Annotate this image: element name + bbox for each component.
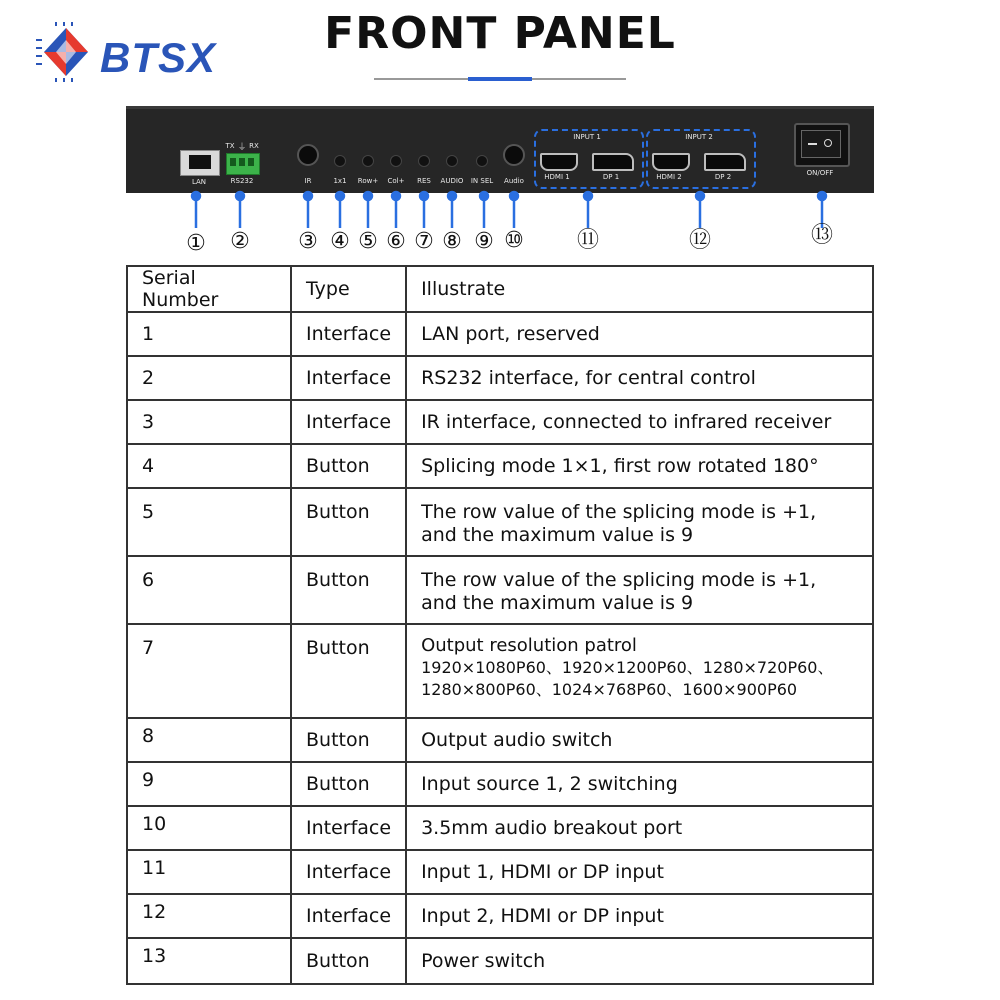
callout-2: ② [230, 229, 250, 254]
rs232-label: RS232 [230, 177, 254, 185]
header-serial-number: Serial Number [127, 266, 291, 312]
callout-4: ④ [330, 229, 350, 254]
lan-label: LAN [191, 178, 207, 186]
illustrate-line: and the maximum value is 9 [421, 592, 694, 614]
table-row [127, 556, 873, 624]
illustrate-line: Output resolution patrol [421, 635, 637, 656]
label-audio: AUDIO [440, 177, 464, 185]
dp2-port [704, 153, 746, 171]
cell-illustrate: 3.5mm audio breakout port [406, 806, 873, 850]
cell-illustrate: Power switch [406, 938, 873, 984]
callout-12: ⑫ [688, 228, 712, 253]
button-in-sel [476, 155, 488, 167]
cell-serial: 3 [127, 400, 291, 444]
hdmi2-port [652, 153, 690, 171]
cell-illustrate [406, 556, 873, 624]
hdmi2-label: HDMI 2 [656, 173, 682, 181]
cell-serial: 5 [127, 488, 291, 556]
label-1x1: 1x1 [333, 177, 347, 185]
table-row [127, 488, 873, 556]
callout-11: ⑪ [576, 228, 600, 253]
cell-type: Button [291, 444, 406, 488]
button-1x1 [334, 155, 346, 167]
table-row [127, 850, 873, 894]
cell-serial: 13 [127, 938, 291, 984]
table-row [127, 806, 873, 850]
table-row [127, 624, 873, 718]
cell-illustrate: Input source 1, 2 switching [406, 762, 873, 806]
cell-illustrate: RS232 interface, for central control [406, 356, 873, 400]
input1-label: INPUT 1 [573, 133, 601, 141]
illustrate-line: 1920×1080P60、1920×1200P60、1280×720P60、 [421, 658, 834, 677]
cell-illustrate: Splicing mode 1×1, first row rotated 180° [406, 444, 873, 488]
cell-serial: 12 [127, 894, 291, 938]
cell-type: Interface [291, 312, 406, 356]
cell-serial: 10 [127, 806, 291, 850]
ground-label: ⏚ [237, 143, 247, 153]
callout-3: ③ [298, 229, 318, 254]
cell-type: Button [291, 718, 406, 762]
table-row [127, 356, 873, 400]
spec-table [126, 265, 874, 985]
cell-serial: 6 [127, 556, 291, 624]
cell-illustrate: Output audio switch [406, 718, 873, 762]
table-row [127, 894, 873, 938]
cell-illustrate: LAN port, reserved [406, 312, 873, 356]
cell-illustrate [406, 624, 873, 718]
callout-7: ⑦ [414, 229, 434, 254]
table-row [127, 762, 873, 806]
cell-serial: 2 [127, 356, 291, 400]
cell-illustrate: IR interface, connected to infrared receiver [406, 400, 873, 444]
logo-text: BTSX [100, 34, 217, 81]
label-res: RES [417, 177, 431, 185]
table-row [127, 444, 873, 488]
header-illustrate: Illustrate [406, 266, 873, 312]
rs232-terminal [226, 153, 260, 175]
callout-5: ⑤ [358, 229, 378, 254]
table-row [127, 938, 873, 984]
power-switch [794, 123, 850, 167]
button-res [418, 155, 430, 167]
cell-illustrate: Input 1, HDMI or DP input [406, 850, 873, 894]
ir-label: IR [304, 177, 312, 185]
cell-serial: 9 [127, 762, 291, 806]
illustrate-line: 1280×800P60、1024×768P60、1600×900P60 [421, 680, 798, 699]
callout-pointers [0, 188, 1000, 268]
header-type: Type [291, 266, 406, 312]
cell-type: Interface [291, 400, 406, 444]
cell-type: Button [291, 624, 406, 718]
illustrate-line: The row value of the splicing mode is +1, [421, 569, 817, 591]
callout-9: ⑨ [474, 229, 494, 254]
ir-jack [297, 144, 319, 166]
callout-13: ⑬ [810, 223, 834, 248]
device-front-panel [126, 106, 874, 193]
cell-serial: 7 [127, 624, 291, 718]
cell-type: Button [291, 762, 406, 806]
page-title: FRONT PANEL [324, 8, 676, 59]
table-header-row [127, 266, 873, 312]
label-in-sel: IN SEL [470, 177, 494, 185]
cell-type: Interface [291, 850, 406, 894]
rx-label: RX [249, 142, 259, 150]
cell-illustrate: Input 2, HDMI or DP input [406, 894, 873, 938]
hdmi1-port [540, 153, 578, 171]
callout-8: ⑧ [442, 229, 462, 254]
cell-serial: 8 [127, 718, 291, 762]
table-row [127, 718, 873, 762]
illustrate-line: and the maximum value is 9 [421, 524, 694, 546]
dp1-port [592, 153, 634, 171]
button-row-plus [362, 155, 374, 167]
tx-label: TX [225, 142, 235, 150]
cell-type: Interface [291, 894, 406, 938]
label-col-plus: Col+ [387, 177, 405, 185]
cell-type: Button [291, 488, 406, 556]
dp2-label: DP 2 [714, 173, 732, 181]
onoff-label: ON/OFF [806, 169, 834, 177]
illustrate-line: The row value of the splicing mode is +1, [421, 501, 817, 523]
callout-10: ⑩ [504, 228, 524, 253]
cell-type: Button [291, 938, 406, 984]
table-row [127, 400, 873, 444]
lan-port [180, 150, 220, 176]
table-row [127, 312, 873, 356]
audio-jack-label: Audio [504, 177, 524, 185]
button-audio [446, 155, 458, 167]
cell-type: Interface [291, 356, 406, 400]
cell-illustrate [406, 488, 873, 556]
button-col-plus [390, 155, 402, 167]
input2-label: INPUT 2 [685, 133, 713, 141]
label-row-plus: Row+ [357, 177, 379, 185]
hdmi1-label: HDMI 1 [544, 173, 570, 181]
cell-serial: 11 [127, 850, 291, 894]
title-divider-accent [468, 77, 532, 81]
dp1-label: DP 1 [602, 173, 620, 181]
audio-jack [503, 144, 525, 166]
callout-6: ⑥ [386, 229, 406, 254]
callout-1: ① [186, 231, 206, 256]
cell-serial: 4 [127, 444, 291, 488]
cell-type: Button [291, 556, 406, 624]
cell-serial: 1 [127, 312, 291, 356]
cell-type: Interface [291, 806, 406, 850]
